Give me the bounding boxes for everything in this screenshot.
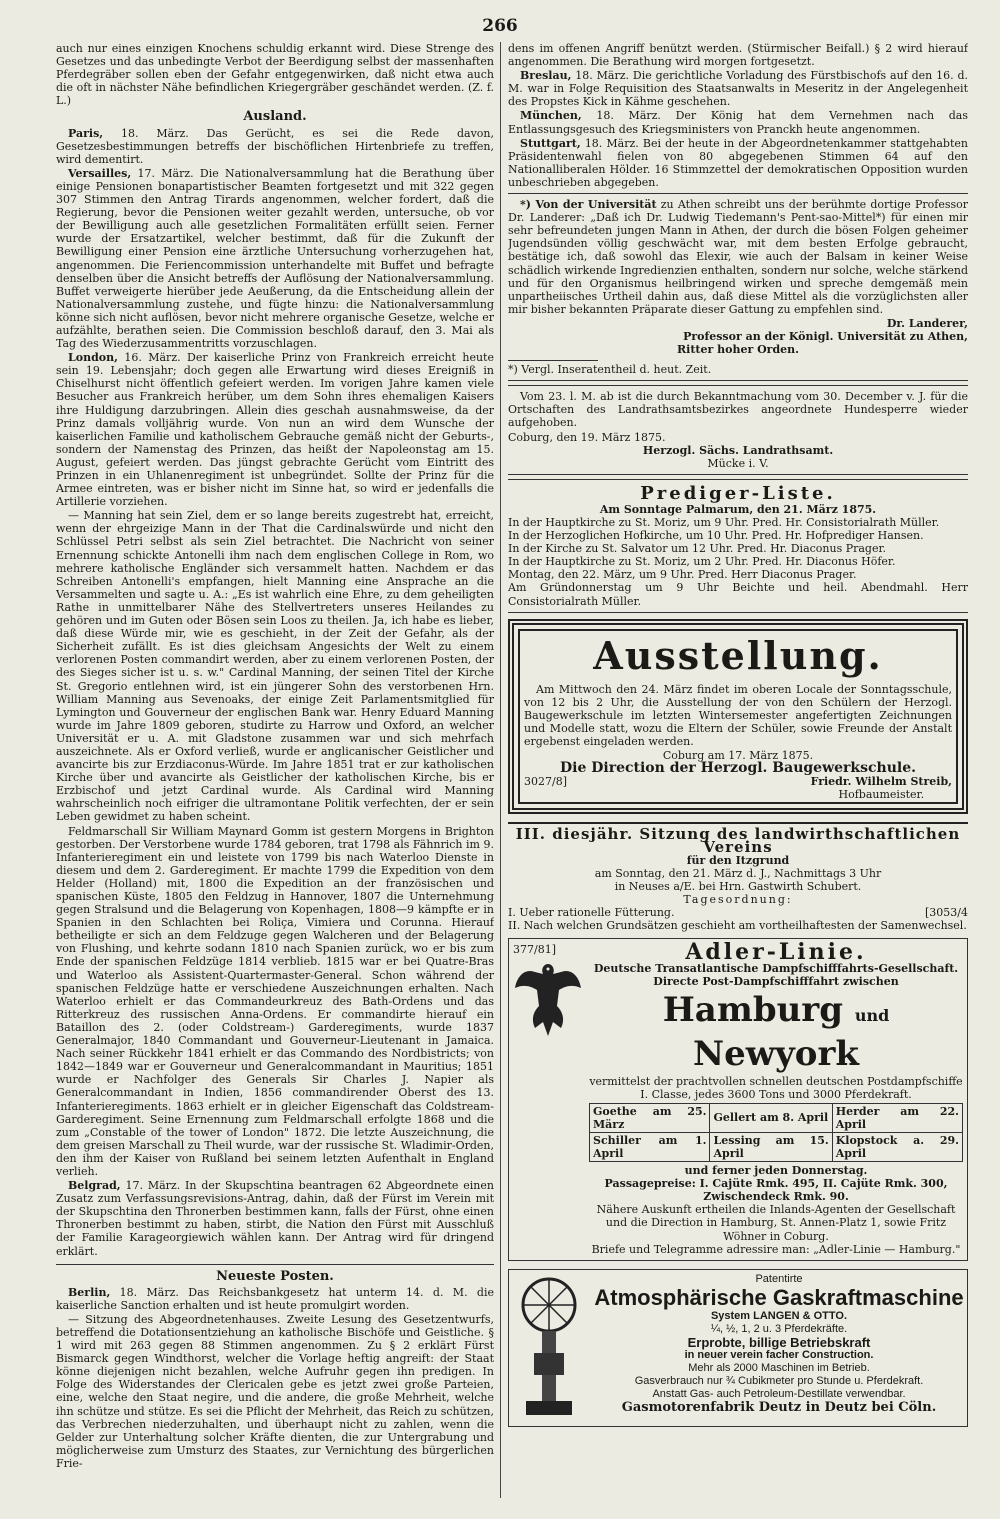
article-berlin-2: — Sitzung des Abgeordnetenhauses. Zweite Lesung des Gesetzentwurfs, betreffend die Dotationsentziehung an katholische Bischöfe und Geistliche. § 1 wird mit 263 gegen 88 Stimmen angenommen. Zu § 2 erklärt Fürst Bismarck gegen Windthorst, welcher die Vorlage heftig angreift: der Staat könne diejenigen nicht bezahlen, welche Aufruhr gegen ihn predigen. In Folge des Widerstandes der Clericalen gebe es jetzt zwei große Parteien, eine, welche den Staat negire, und die andere, die große Mehrheit, welche ihn schütze und stütze. Es sei die Pflicht der Mehrheit, das Reich zu schützen, das Verbrechen niederzuhalten, und überhaupt nicht zu zahlen, wenn die Gelder zur Unterhaltung solcher Kräfte dienten, die zur Untergrabung und möglicherweise zum Umsturz des Staates, zur Vernichtung des bürgerlichen Frie- xyxy=(56,1312,494,1470)
sitzung-number: [3053/4 xyxy=(925,906,968,920)
adler-subtitle-2: Directe Post-Dampfschifffahrt zwischen xyxy=(653,975,899,989)
notice-text: Vom 23. l. M. ab ist die durch Bekanntmachung vom 30. December v. J. für die Ortschaften des Landrathsamtsbezirkes angeordnete Hundesperre wieder aufgehoben. xyxy=(508,390,968,430)
dateline: Belgrad, xyxy=(68,1179,121,1193)
signature-name: Dr. Landerer, xyxy=(886,316,968,330)
left-column xyxy=(56,42,494,1502)
adler-text: vermittelst der prachtvollen schnellen deutschen Postdampfschiffe I. Classe, jedes 3600 Tons und 3000 Pferdekraft. xyxy=(589,1074,963,1101)
article-muenchen xyxy=(508,109,968,135)
adler-city-to: Newyork xyxy=(693,1033,859,1074)
adler-telegram: Briefe und Telegramme adressire man: „Adler-Linie — Hamburg." xyxy=(591,1242,961,1256)
sitzung-subtitle: für den Itzgrund xyxy=(686,853,790,867)
advert-sitzung xyxy=(508,822,968,933)
gas-alternative: Anstatt Gas- auch Petroleum-Destillate verwendbar. xyxy=(652,1387,906,1400)
article-text: 18. März. Das Reichsbankgesetz hat unterm 14. d. M. die kaiserliche Sanction erhalten und ist heute promulgirt worden. xyxy=(56,1285,494,1312)
section-heading-ausland: Ausland. xyxy=(243,109,307,125)
signature-name: Friedr. Wilhelm Streib, xyxy=(810,775,952,789)
ausstellung-direction: Die Direction der Herzogl. Baugewerkschule. xyxy=(560,760,916,777)
prediger-title: Prediger-Liste. xyxy=(640,482,836,504)
ship-cell: Klopstock a. 29. April xyxy=(832,1132,962,1161)
sitzung-place: in Neuses a/E. bei Hrn. Gastwirth Schubert. xyxy=(614,879,862,893)
prediger-item: In der Hauptkirche zu St. Moriz, um 2 Uhr. Pred. Hr. Diaconus Höfer. xyxy=(508,555,896,569)
ship-cell: Lessing am 15. April xyxy=(710,1132,832,1161)
article-text: 16. März. Der kaiserliche Prinz von Frankreich erreicht heute sein 19. Lebensjahr; doch gegen alle Erwartung wird dieses Ereigniß in Chiselhurst nicht öffentlich gefeiert werden. Im vorigen Jahre kamen viele Besucher aus Frankreich herüber, um dem Sohn ihres ehemaligen Kaisers ihre Huldigung darzubringen. Allein dies geschah ausnahmsweise, da der Prinz damals volljährig wurde. Von nun an wird dem Wunsche der kaiserlichen Familie und katholischem Gebrauche gemäß nicht der Geburts-, sondern der Namenstag des Prinzen, das heißt der Napoleonstag am 15. August, gefeiert werden. Das jüngst gebrachte Gerücht vom Eintritt des Prinzen in ein Uhlanenregiment ist unbegründet. Sollte der Prinz für die Armee eintreten, was er bisher nicht im Sinne hat, so wird er jedenfalls die Artillerie vorziehen. xyxy=(56,351,494,509)
sitzung-agenda-label: Tagesordnung: xyxy=(683,892,793,906)
dateline: Stuttgart, xyxy=(520,136,581,150)
article-belgrad xyxy=(56,1179,494,1258)
ship-cell: Goethe am 25. März xyxy=(590,1103,710,1132)
column-divider xyxy=(500,42,501,1498)
prediger-item: In der Hauptkirche zu St. Moriz, um 9 Uhr. Pred. Hr. Consistorialrath Müller. xyxy=(508,516,940,529)
article-text: auch nur eines einzigen Knochens schuldig erkannt wird. Diese Strenge des Gesetzes und das unbedingte Verbot der Beerdigung selbst der massenhaften Pferdegräber sollen eben der Gefahr entgegenwirken, daß nicht etwa auch die oft in nächster Nähe befindlichen Kriegergräber geschändet werden. (Z. f. L.) xyxy=(56,42,494,108)
ausstellung-signature xyxy=(811,775,952,801)
agenda-item: II. Nach welchen Grundsätzen geschieht am vortheilhaftesten der Samenwechsel. xyxy=(508,919,967,933)
article-text: 18. März. Das Gerücht, es sei die Rede davon, Gesetzesbestimmungen betreffs der bischöflichen Hirtenbriefe zu treffen, wird dementirt. xyxy=(56,126,494,166)
gas-construction: in neuer verein facher Construction. xyxy=(684,1348,874,1361)
notice-signature: Herzogl. Sächs. Landrathsamt. xyxy=(642,443,834,457)
dateline: London, xyxy=(68,351,118,365)
advert-universitaet xyxy=(508,193,968,381)
table-row xyxy=(590,1103,963,1132)
ausstellung-footer xyxy=(524,775,952,801)
agenda-item: I. Ueber rationelle Fütterung. xyxy=(508,906,675,920)
footnote-rule xyxy=(508,360,598,361)
ship-cell: Schiller am 1. April xyxy=(590,1132,710,1161)
dateline: Versailles, xyxy=(68,166,132,180)
advert-adler-linie xyxy=(508,938,968,1261)
article-london xyxy=(56,351,494,508)
gas-title: Atmosphärische Gaskraftmaschine xyxy=(594,1284,964,1310)
gas-text xyxy=(594,1273,964,1423)
ship-cell: Herder am 22. April xyxy=(832,1103,962,1132)
adler-number: 377/81] xyxy=(513,943,556,957)
prediger-item: In der Herzoglichen Hofkirche, um 10 Uhr. Pred. Hr. Hofprediger Hansen. xyxy=(508,529,924,543)
ausstellung-date: Coburg am 17. März 1875. xyxy=(662,749,814,763)
advert-body: zu Athen schreibt uns der berühmte dortige Professor Dr. Landerer: „Daß ich Dr. Ludwig Tiedemann's Pent-sao-Mittel*) für einen mir sehr befreundeten jungen Mann in Athen, der durch die bösen Folgen geheimer Jugendsünden völlig geschwächt war, mit dem besten Erfolge gebraucht, bestätige ich, daß sowohl das Elexir, wie auch der Balsam in keiner Weise schädlich wirkende Ingredienzien enthalten, sondern nur solche, welche stärkend und für den Organismus heilbringend wirken und spreche demgemäß mein unpartheiisches Urtheil dahin aus, daß diese Mittel als die vorzüglichsten aller mir bisher bekannten Präparate dieser Gattung zu empfehlen sind. xyxy=(508,198,968,316)
article-manning: — Manning hat sein Ziel, dem er so lange bereits zugestrebt hat, erreicht, wenn der ehrgeizige Mann in der That die Cardinalswürde und nicht den Schlüssel Petri selbst als sein Ziel betrachtet. Die Nachricht von seiner Ernennung schickte Antonelli ihm nach dem englischen College in Rom, wo mehrere katholische Engländer sich versammelt hatten. Nachdem er das Schreiben Antonelli's empfangen, hielt Manning eine Ansprache an die Versammelten und sagte u. A.: „Es ist wahrlich eine Ehre, zu dem geheiligten Rathe in unmittelbarer Nähe des Stellvertreters unseres Heilandes zu gehören und im Guten oder Bösen sein Loos zu theilen. Ja, ich habe es lieber, daß diese Würde mir, wie es geschieht, in der Zeit der Gefahr, als der Sicherheit zufällt. Es ist dies gleichsam Angesichts der Welt zu einem verlorenen Posten commandirt werden, aber zu einem verlorenen Posten, der des Sieges sicher ist u. s. w." Cardinal Manning, der seinen Titel der Kirche St. Gregorio entlehnen wird, ist ein jüngerer Sohn des verstorbenen Hrn. William Manning aus Sevenoaks, der einige Zeit Parlamentsmitglied für Lymington und Gouverneur der englischen Bank war. Henry Eduard Manning wurde im Jahre 1809 geboren, studirte zu Harrow und Oxford, an welcher Universität er u. A. mit Gladstone zusammen war und sich mehrfach auszeichnete. Als er Oxford verließ, wurde er anglicanischer Geistlicher und avancirte bis zur Erzdiaconus-Würde. Im Jahre 1851 trat er zur katholischen Kirche über und avancirte als Geistlicher der katholischen Kirche, bis er Erzbischof und jetzt Cardinal wurde. Als Cardinal wird Manning wahrscheinlich noch eifriger die ultramontane Politik verfechten, der er sein Leben gewidmet zu haben scheint. xyxy=(56,509,494,824)
ausstellung-title: Ausstellung. xyxy=(593,632,883,678)
adler-title: Adler-Linie. xyxy=(685,939,867,966)
ship-schedule xyxy=(589,1103,963,1162)
article-versailles xyxy=(56,167,494,350)
gas-system: System LANGEN & OTTO. xyxy=(710,1309,848,1322)
advert-text xyxy=(508,198,968,316)
article-text: 18. März. Die gerichtliche Vorladung des Fürstbischofs auf den 16. d. M. war in Folge Requisition des Staatsanwalts in Meseritz in der Angelegenheit des Propstes Kick in Kähme geschehen. xyxy=(508,69,968,109)
adler-route xyxy=(589,991,963,1073)
article-text: 17. März. In der Skupschtina beantragen 62 Abgeordnete einen Zusatz zum Verfassungsrevisions-Antrag, dahin, daß der Fürst im Verein mit der Skupschtina den Thronerben bestimmen kann, falls der Fürst, ohne einen Thronerben bestimmt zu haben, stirbt, die Nation den Fürst mit Ausschluß der Familie Karageorgiewich wählen kann. Der Antrag wird für dringend erklärt. xyxy=(56,1179,494,1258)
article-text: 18. März. Bei der heute in der Abgeordnetenkammer stattgehabten Präsidentenwahl fielen von 80 abgegebenen Stimmen 64 auf den Nationalliberalen Hölder. 16 Stimmzettel der demokratischen Opposition wurden unbeschrieben abgegeben. xyxy=(508,136,968,189)
gas-patented: Patentirte xyxy=(755,1272,803,1285)
gas-factory: Gasmotorenfabrik Deutz in Deutz bei Cöln. xyxy=(621,1399,937,1415)
adler-info: Nähere Auskunft ertheilen die Inlands-Agenten der Gesellschaft und die Direction in Hamburg, St. Annen-Platz 1, sowie Fritz Wöhner in Coburg. xyxy=(596,1203,956,1243)
ship-cell: Gellert am 8. April xyxy=(710,1103,832,1132)
article-gomm: Feldmarschall Sir William Maynard Gomm ist gestern Morgens in Brighton gestorben. Der Verstorbene wurde 1784 geboren, trat 1798 als Fähnrich im 9. Infanterieregiment ein und leistete von 1799 bis nach Waterloo Dienste in diesem und dem 2. Garderegiment. Er machte 1799 die Expedition von dem Helder (Holland) mit, 1800 die Expedition an der französischen und spanischen Küste, 1805 den Feldzug in Hannover, 1807 die Unternehmung gegen Stralsund und die Belagerung von Kopenhagen, 1808—9 kämpfte er in Spanien in den Schlachten bei Roliça, Vimiera und Corunna. Hierauf betheiligte er sich an dem Feldzuge gegen Walcheren und der Belagerung von Flushing, und kehrte sodann 1810 nach Spanien zurück, wo er bis zum Ende der spanischen Feldzüge 1814 verblieb. 1815 war er bei Quatre-Bras und Waterloo als Assistent-Quartermaster-General. Schon während der spanischen Feldzüge hatte er verschiedene Auszeichnungen erhalten. Nach Waterloo erhielt er das Commandeurkreuz des Bath-Ordens und das Ritterkreuz des russischen Anna-Ordens. Er commandirte hierauf ein Bataillon des 2. (oder Coldstream-) Garderegiments, wurde 1837 Generalmajor, 1840 Commandant und Gouverneur-Lieutenant in Jamaica. Nach seiner Rückkehr 1841 erhielt er das Commando des Nordbistricts; von 1842—1849 war er Gouverneur und Generalcommandant in Mauritius; 1851 wurde er Nachfolger des Generals Sir Charles J. Napier als Generalcommandant in Indien, 1856 commandirender Oberst des 13. Infanterieregiments. 1863 erhielt er in gleicher Eigenschaft das Coldstream-Garderegiment. Seine Ernennung zum Feldmarschall erfolgte 1868 und die zum „Constable of the tower of London" 1872. Die letzte Auszeichnung, die dem greisen Marschall zu Theil wurde, war der russische St. Wladimir-Orden, den ihm der Kaiser von Rußland bei seinem letzten Aufenthalt in England verlieh. xyxy=(56,824,494,1178)
advert-heading: *) Von der Universität xyxy=(520,198,657,212)
article-breslau xyxy=(508,69,968,108)
notice-hundesperre xyxy=(508,385,968,475)
ausstellung-number: 3027/8] xyxy=(524,775,567,789)
article-text: 17. März. Die Nationalversammlung hat die Berathung über einige Pensionen bonapartistischer Beamten fortgesetzt und mit 322 gegen 307 Stimmen den Antrag Tirards angenommen, welcher fordert, daß die Regierung, bevor die Pensionen weiter gezahlt werden, untersuche, ob vor der Bewilligung auch alle gesetzlichen Formalitäten erfüllt seien. Ferner wurde der Ersatzartikel, welcher bestimmt, daß für die Zukunft der Bewilligung einer Pension eine ärztliche Untersuchung vorherzugehen hat, angenommen. Die Feriencommission unterhandelte mit Buffet und befragte denselben über die Ansicht betreffs der Auflösung der Nationalversammlung. Buffet verweigerte hierüber jede Aeußerung, da die Entscheidung allein der Nationalversammlung zustehe, und fügte hinzu: die Nationalversammlung könne sich nicht auflösen, bevor nicht mehrere organische Gesetze, welche er aufzählte, berathen seien. Die Commission beschloß darauf, den 3. Mai als Tag des Wiederzusammentritts vorzuschlagen. xyxy=(56,166,494,351)
advert-gaskraftmaschine xyxy=(508,1269,968,1427)
gas-power: ¼, ½, 1, 2 u. 3 Pferdekräfte. xyxy=(710,1322,848,1335)
dateline: Breslau, xyxy=(520,69,572,83)
ausstellung-text: Am Mittwoch den 24. März findet im oberen Locale der Sonntagsschule, von 12 bis 2 Uhr, die Ausstellung der von den Schülern der Herzogl. Baugewerkschule im letzten Wintersemester angefertigten Zeichnungen und Modelle statt, wozu die Eltern der Schüler, sowie Freunde der Anstalt ergebenst eingeladen werden. xyxy=(524,682,952,749)
section-heading-neueste: Neueste Posten. xyxy=(56,1264,494,1283)
article-text: dens im offenen Angriff benützt werden. (Stürmischer Beifall.) § 2 wird hierauf angenommen. Die Berathung wird morgen fortgesetzt. xyxy=(508,42,968,69)
signature-title: Hofbaumeister. xyxy=(838,788,925,802)
prediger-subtitle: Am Sonntage Palmarum, den 21. März 1875. xyxy=(599,502,877,516)
prediger-item: Montag, den 22. März, um 9 Uhr. Pred. Herr Diaconus Prager. xyxy=(508,568,857,582)
adler-left xyxy=(513,943,583,1256)
article-stuttgart xyxy=(508,137,968,189)
prediger-item: Am Gründonnerstag um 9 Uhr Beichte und heil. Abendmahl. Herr Consistorialrath Müller. xyxy=(508,581,968,608)
notice-date: Coburg, den 19. März 1875. xyxy=(508,430,666,444)
prediger-item: In der Kirche zu St. Salvator um 12 Uhr. Pred. Hr. Diaconus Prager. xyxy=(508,542,887,556)
dateline: Paris, xyxy=(68,126,104,140)
signature-honor: Ritter hoher Orden. xyxy=(677,343,799,357)
prediger-liste xyxy=(508,479,968,613)
sitzung-agenda-row xyxy=(508,906,968,919)
adler-subtitle: Deutsche Transatlantische Dampfschifffahrts-Gesellschaft. xyxy=(593,962,959,976)
gas-count: Mehr als 2000 Maschinen im Betrieb. xyxy=(688,1361,870,1374)
dateline: München, xyxy=(520,109,582,123)
right-column xyxy=(508,42,968,1502)
adler-und: und xyxy=(854,1005,890,1025)
adler-city-from: Hamburg xyxy=(662,989,843,1030)
adler-content xyxy=(589,939,963,1256)
advert-ausstellung xyxy=(508,619,968,814)
adler-preis-2: Zwischendeck Rmk. 90. xyxy=(703,1190,849,1204)
eagle-icon xyxy=(513,956,583,1042)
article-paris xyxy=(56,127,494,166)
adler-ferner: und ferner jeden Donnerstag. xyxy=(684,1164,868,1178)
adler-preis: Passagepreise: I. Cajüte Rmk. 495, II. Cajüte Rmk. 300, xyxy=(604,1177,948,1191)
gas-engine-icon xyxy=(512,1273,586,1423)
article-text: 18. März. Der König hat dem Vernehmen nach das Entlassungsgesuch des Kriegsministers von Pranckh heute angenommen. xyxy=(508,109,968,136)
dateline: Berlin, xyxy=(68,1285,111,1299)
gas-proven: Erprobte, billige Betriebskraft xyxy=(687,1334,871,1350)
sitzung-title: III. diesjähr. Sitzung des landwirthschaftlichen Vereins xyxy=(515,824,961,856)
article-berlin xyxy=(56,1286,494,1312)
table-row xyxy=(590,1132,963,1161)
signature-title: Professor an der Königl. Universität zu Athen, xyxy=(683,329,968,343)
footnote: *) Vergl. Inseratentheil d. heut. Zeit. xyxy=(508,363,712,377)
sitzung-date: am Sonntag, den 21. März d. J., Nachmittags 3 Uhr xyxy=(594,866,882,880)
gas-consumption: Gasverbrauch nur ¾ Cubikmeter pro Stunde u. Pferdekraft. xyxy=(634,1374,924,1387)
notice-signature-name: Mücke i. V. xyxy=(707,456,769,470)
page-number: 266 xyxy=(482,16,518,36)
